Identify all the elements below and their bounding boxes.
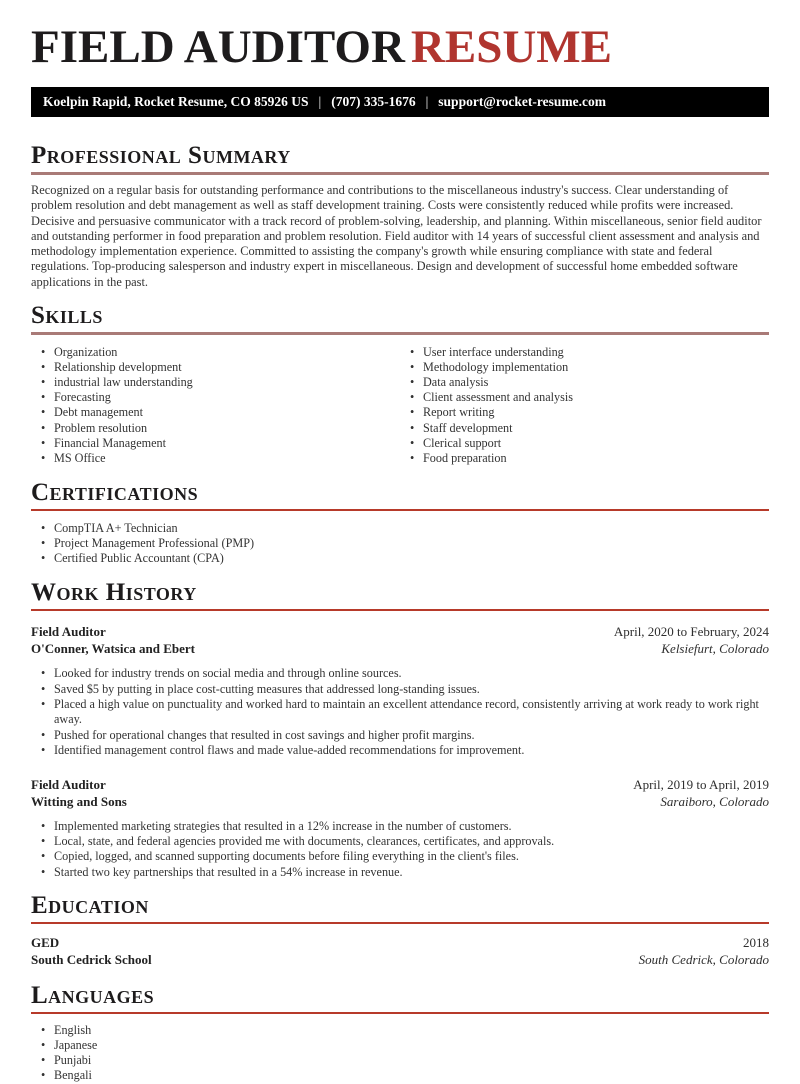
contact-separator: | [425, 94, 429, 109]
section-education [31, 894, 769, 968]
job-title-row [31, 623, 769, 640]
certifications-list [31, 521, 769, 566]
skill-item: • Organization [31, 345, 400, 360]
job-bullet: • Placed a high value on punctuality and worked hard to maintain an excellent attendance record, consistently arriving at work ready to work right away. [31, 697, 769, 728]
document-title [31, 22, 769, 72]
contact-address: Koelpin Rapid, Rocket Resume, CO 85926 US [43, 94, 309, 109]
section-certifications [31, 478, 769, 566]
job-bullet-list [31, 666, 769, 758]
skill-item: • industrial law understanding [31, 375, 400, 390]
professional-summary-text: Recognized on a regular basis for outstanding performance and contributions to the miscellaneous industry's success. Clear understanding of problem resolution and debt management as well as staff development training. Costs were consistently reduced while profits were increased. Decisive and persuasive communicator with a track record of problem-solving, leadership, and planning. Within miscellaneous, senior field auditor and outstanding performer in food preparation and problem resolution. Field auditor with 14 years of successful client assessment and analysis and methodology implementation experience. Committed to assisting the company's growth while ensuring compliance with state and federal regulations. Top-producing salesperson and industry expert in miscellaneous. Design and development of successful home embedded software applications in the past. [31, 183, 762, 289]
job-bullet: • Saved $5 by putting in place cost-cutting measures that addressed long-standing issues. [31, 682, 769, 697]
skill-item: • Clerical support [400, 436, 769, 451]
education-degree: GED [31, 935, 60, 951]
job-bullet: • Implemented marketing strategies that resulted in a 12% increase in the number of customers. [31, 819, 769, 834]
education-degree-row [31, 934, 769, 951]
language-item: • Punjabi [31, 1053, 769, 1068]
job-bullet: • Pushed for operational changes that resulted in cost savings and higher profit margins. [31, 728, 769, 743]
job-bullet: • Started two key partnerships that resulted in a 54% increase in revenue. [31, 865, 769, 880]
job-title: Field Auditor [31, 776, 106, 792]
title-accent: RESUME [410, 21, 613, 73]
job-bullet: • Local, state, and federal agencies provided me with documents, clearances, certificates, and approvals. [31, 834, 769, 849]
skill-item: • Methodology implementation [400, 360, 769, 375]
certifications-divider [31, 509, 769, 511]
job-company-row [31, 793, 769, 810]
skills-column-right [400, 345, 769, 466]
languages-divider [31, 1012, 769, 1014]
skill-item: • MS Office [31, 451, 400, 466]
contact-bar [31, 87, 769, 117]
education-divider [31, 922, 769, 924]
skill-item: • Data analysis [400, 375, 769, 390]
skill-item: • Staff development [400, 421, 769, 436]
job-location: Saraiboro, Colorado [660, 793, 769, 809]
job-entry [31, 623, 769, 758]
resume-content [0, 22, 800, 1084]
professional-summary-divider [31, 172, 769, 175]
section-skills [31, 304, 769, 466]
job-location: Kelsiefurt, Colorado [661, 641, 769, 657]
resume-document [0, 21, 800, 1083]
education-location: South Cedrick, Colorado [638, 952, 769, 968]
job-bullet-list [31, 819, 769, 881]
certification-item: • Project Management Professional (PMP) [31, 536, 769, 551]
job-title-row [31, 776, 769, 793]
professional-summary-heading: Professional Summary [31, 142, 291, 169]
education-school: South Cedrick School [31, 952, 152, 968]
skill-item: • Relationship development [31, 360, 400, 375]
job-company-row [31, 640, 769, 657]
skill-item: • Report writing [400, 405, 769, 420]
language-item: • Bengali [31, 1068, 769, 1083]
job-bullet: • Identified management control flaws and made value-added recommendations for improvement. [31, 743, 769, 758]
skills-grid [31, 345, 769, 466]
job-bullet: • Copied, logged, and scanned supporting documents before filing everything in the client's files. [31, 849, 769, 864]
job-entry [31, 776, 769, 881]
title-primary: FIELD AUDITOR [31, 21, 405, 73]
work-history-divider [31, 609, 769, 611]
job-dates: April, 2019 to April, 2019 [633, 776, 769, 792]
certification-item: • Certified Public Accountant (CPA) [31, 551, 769, 566]
job-bullet: • Looked for industry trends on social media and through online sources. [31, 666, 769, 681]
certifications-heading: Certifications [31, 478, 199, 506]
language-item: • English [31, 1023, 769, 1038]
education-school-row [31, 951, 769, 968]
skill-item: • Problem resolution [31, 421, 400, 436]
skills-heading: Skills [31, 302, 103, 330]
education-year: 2018 [743, 935, 769, 951]
languages-list [31, 1023, 769, 1083]
job-company: Witting and Sons [31, 793, 127, 809]
contact-separator: | [318, 94, 322, 109]
section-professional-summary [31, 144, 769, 290]
work-history-heading: Work History [31, 579, 197, 607]
certification-item: • CompTIA A+ Technician [31, 521, 769, 536]
skill-item: • Food preparation [400, 451, 769, 466]
skill-item: • Client assessment and analysis [400, 390, 769, 405]
skill-item: • User interface understanding [400, 345, 769, 360]
skills-column-left [31, 345, 400, 466]
section-work-history [31, 581, 769, 880]
skill-item: • Debt management [31, 405, 400, 420]
job-company: O'Conner, Watsica and Ebert [31, 641, 195, 657]
languages-heading: Languages [31, 982, 155, 1010]
education-entry [31, 934, 769, 968]
language-item: • Japanese [31, 1038, 769, 1053]
contact-phone: (707) 335-1676 [331, 94, 416, 109]
skill-item: • Financial Management [31, 436, 400, 451]
skill-item: • Forecasting [31, 390, 400, 405]
job-dates: April, 2020 to February, 2024 [613, 624, 769, 640]
contact-email: support@rocket-resume.com [438, 94, 606, 109]
skills-divider [31, 332, 769, 335]
education-heading: Education [31, 892, 149, 920]
section-languages [31, 984, 769, 1083]
job-title: Field Auditor [31, 624, 106, 640]
